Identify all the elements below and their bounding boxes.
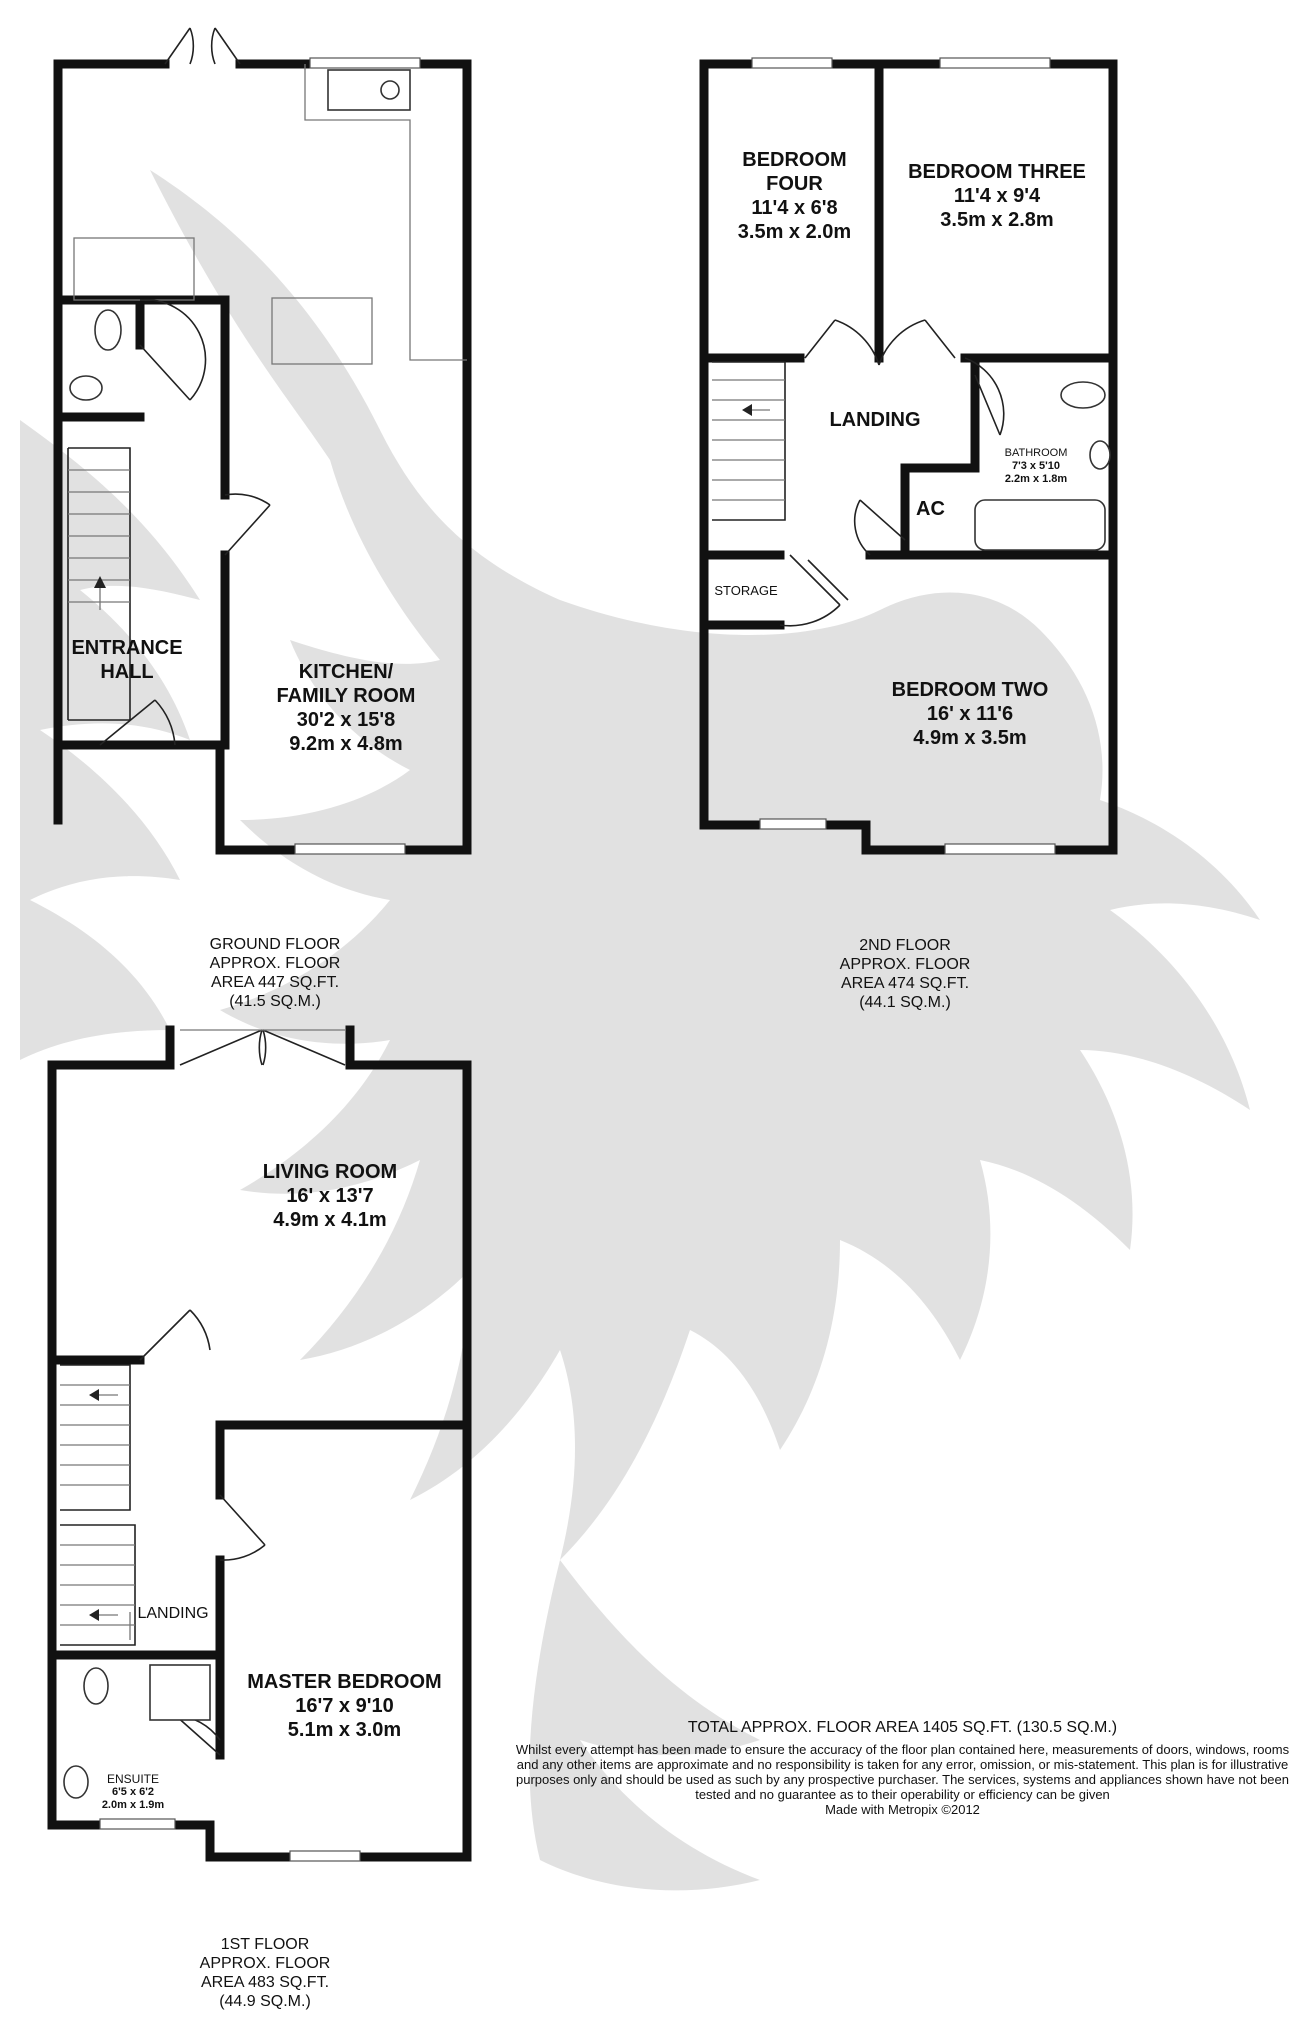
bathroom-toilet-icon xyxy=(1061,382,1105,408)
bedroom-three-metric: 3.5m x 2.8m xyxy=(940,209,1054,231)
disclaimer-text: Whilst every attempt has been made to ensure the accuracy of the floor plan contained here, measurements of doors, windows, rooms and any other items are approximate and no responsibility is taken for any error, omission, or mis-statement. This plan is for illustrative purposes only and should be used as such by any prospective purchaser. The services, systems and appliances shown have not been tested and no guarantee as to their operability or efficiency can be given xyxy=(515,1742,1290,1802)
bathroom-name: BATHROOM xyxy=(1004,447,1068,459)
master-window xyxy=(290,1851,360,1861)
bathroom-bath-icon xyxy=(975,500,1105,550)
kitchen-label xyxy=(225,660,467,756)
kitchen-imperial: 30'2 x 15'8 xyxy=(296,709,396,731)
ground-wc-basin-icon xyxy=(70,376,102,400)
bed-three-door xyxy=(879,320,955,365)
bedroom-four-label xyxy=(712,148,877,244)
ground-kitchen-door xyxy=(225,494,270,555)
ground-wc-door xyxy=(140,300,206,400)
living-room-imperial: 16' x 13'7 xyxy=(286,1185,374,1207)
ensuite-toilet-icon xyxy=(84,1668,108,1704)
ensuite-label xyxy=(88,1773,178,1812)
bedroom-three-imperial: 11'4 x 9'4 xyxy=(953,185,1041,207)
first-floor-line1: 1ST FLOOR xyxy=(220,1936,310,1953)
master-bedroom-label xyxy=(222,1670,467,1742)
entrance-hall-label: ENTRANCE HALL xyxy=(71,637,183,683)
living-room-metric: 4.9m x 4.1m xyxy=(273,1209,387,1231)
first-landing-label: LANDING xyxy=(137,1605,209,1622)
storage-label: STORAGE xyxy=(714,583,778,598)
second-floor-area xyxy=(800,936,1010,1012)
ground-french-doors xyxy=(165,28,240,64)
bed-three-window xyxy=(940,58,1050,68)
ground-window-front xyxy=(295,844,405,854)
master-bedroom-door xyxy=(220,1495,265,1560)
ground-floor-line2: APPROX. FLOOR xyxy=(209,955,341,972)
master-bedroom-imperial: 16'7 x 9'10 xyxy=(295,1695,394,1717)
bedroom-four-metric: 3.5m x 2.0m xyxy=(737,221,852,243)
kitchen-sink-bowl-icon xyxy=(381,81,399,99)
ensuite-door xyxy=(175,1715,220,1755)
bed-four-door xyxy=(805,320,879,365)
ac-door xyxy=(855,500,905,555)
total-floor-area: TOTAL APPROX. FLOOR AREA 1405 SQ.FT. (130.5 SQ.M.) xyxy=(687,1719,1118,1736)
second-floor-line1: 2ND FLOOR xyxy=(859,937,951,954)
storage-door xyxy=(780,555,848,626)
ground-floor-line3: AREA 447 SQ.FT. xyxy=(210,974,340,991)
bedroom-four-name: BEDROOM FOUR xyxy=(742,149,847,195)
bedroom-three-name: BEDROOM THREE xyxy=(908,161,1086,183)
ground-floor-area xyxy=(170,935,380,1011)
bed-two-window-a xyxy=(760,819,826,829)
ground-kitchen-unit-left xyxy=(74,238,194,300)
bedroom-two-name: BEDROOM TWO xyxy=(891,679,1049,701)
first-floor-line3: AREA 483 SQ.FT. xyxy=(200,1974,330,1991)
master-bedroom-name: MASTER BEDROOM xyxy=(247,1671,442,1693)
first-staircase xyxy=(60,1365,135,1645)
first-floor-line4: (44.9 SQ.M.) xyxy=(219,1993,311,2010)
bedroom-two-label xyxy=(860,678,1080,750)
first-floor-line2: APPROX. FLOOR xyxy=(199,1955,331,1972)
bathroom-imperial: 7'3 x 5'10 xyxy=(1011,460,1061,472)
ground-window-kitchen xyxy=(310,58,420,68)
ensuite-imperial: 6'5 x 6'2 xyxy=(112,1786,154,1798)
ac-label: AC xyxy=(916,498,945,520)
second-floor-line4: (44.1 SQ.M.) xyxy=(859,994,951,1011)
kitchen-metric: 9.2m x 4.8m xyxy=(289,733,403,755)
second-landing-label: LANDING xyxy=(829,409,921,431)
bed-four-window xyxy=(752,58,832,68)
bedroom-two-metric: 4.9m x 3.5m xyxy=(913,727,1027,749)
ground-floor-line1: GROUND FLOOR xyxy=(209,936,341,953)
living-room-name: LIVING ROOM xyxy=(262,1161,398,1183)
bedroom-three-label xyxy=(882,160,1112,232)
ground-floor-line4: (41.5 SQ.M.) xyxy=(229,993,321,1010)
master-bedroom-metric: 5.1m x 3.0m xyxy=(287,1719,402,1741)
ground-wc-toilet-icon xyxy=(95,310,121,350)
living-room-label xyxy=(220,1160,440,1232)
bedroom-four-imperial: 11'4 x 6'8 xyxy=(751,197,838,219)
ensuite-metric: 2.0m x 1.9m xyxy=(101,1799,165,1811)
bathroom-metric: 2.2m x 1.8m xyxy=(1004,473,1068,485)
bathroom-basin-icon xyxy=(1090,441,1110,469)
living-room-door xyxy=(140,1310,210,1360)
plan-footer xyxy=(515,1718,1290,1817)
first-floor-area xyxy=(160,1935,370,2011)
ensuite-basin-icon xyxy=(64,1766,88,1798)
ensuite-window xyxy=(100,1819,175,1829)
kitchen-name: KITCHEN/ FAMILY ROOM xyxy=(276,661,416,707)
second-floor-line3: AREA 474 SQ.FT. xyxy=(840,975,970,992)
ensuite-shower-icon xyxy=(150,1665,210,1720)
bedroom-two-imperial: 16' x 11'6 xyxy=(926,703,1014,725)
bed-two-window-b xyxy=(945,844,1055,854)
metropix-credit: Made with Metropix ©2012 xyxy=(825,1802,980,1817)
second-floor-line2: APPROX. FLOOR xyxy=(839,956,971,973)
ensuite-name: ENSUITE xyxy=(106,1772,159,1786)
bathroom-label xyxy=(986,447,1086,486)
second-staircase xyxy=(712,362,785,520)
